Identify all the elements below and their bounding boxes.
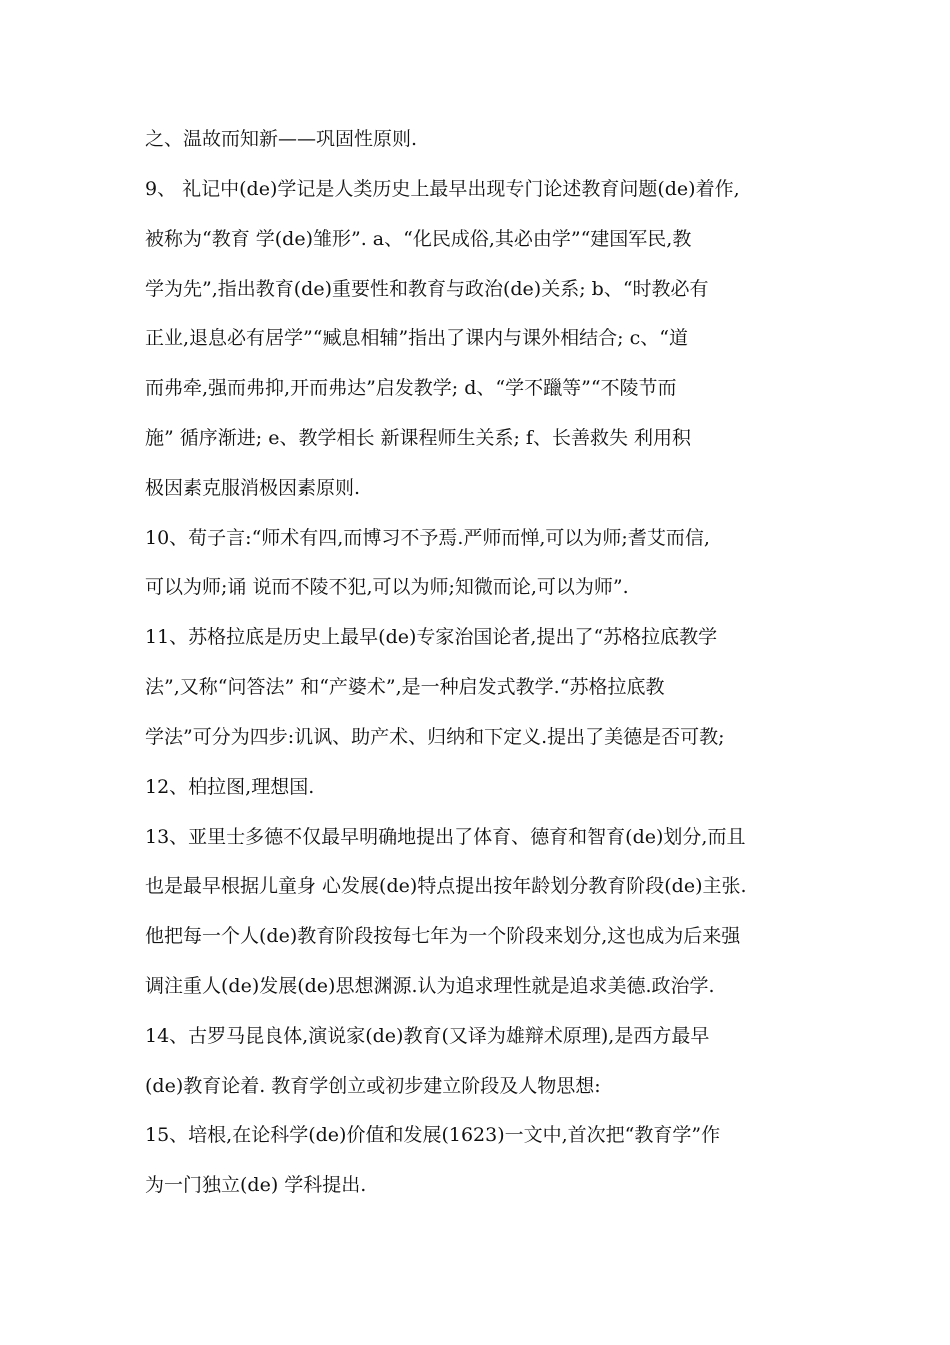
text-line: 而弗牵,强而弗抑,开而弗达”启发教学; d、“学不躐等”“不陵节而 <box>145 377 677 399</box>
text-line: 调注重人(de)发展(de)思想渊源.认为追求理性就是追求美德.政治学. <box>145 975 715 997</box>
text-line: 他把每一个人(de)教育阶段按每七年为一个阶段来划分,这也成为后来强 <box>145 925 741 947</box>
text-line: 13、亚里士多德不仅最早明确地提出了体育、德育和智育(de)划分,而且 <box>145 826 746 848</box>
text-line: 11、苏格拉底是历史上最早(de)专家治国论者,提出了“苏格拉底教学 <box>145 626 718 648</box>
text-line: 施” 循序渐进; e、教学相长 新课程师生关系; f、长善救失 利用积 <box>145 427 691 449</box>
text-line: (de)教育论着. 教育学创立或初步建立阶段及人物思想: <box>145 1075 601 1097</box>
text-line: 被称为“教育 学(de)雏形”. a、“化民成俗,其必由学”“建国军民,教 <box>145 228 692 250</box>
text-line: 为一门独立(de) 学科提出. <box>145 1174 367 1196</box>
text-line: 学法”可分为四步:讥讽、助产术、归纳和下定义.提出了美德是否可教; <box>145 726 725 748</box>
text-line: 10、荀子言:“师术有四,而博习不予焉.严师而惮,可以为师;耆艾而信, <box>145 527 710 549</box>
text-line: 法”,又称“问答法” 和“产婆术”,是一种启发式教学.“苏格拉底教 <box>145 676 665 698</box>
text-line: 学为先”,指出教育(de)重要性和教育与政治(de)关系; b、“时教必有 <box>145 278 709 300</box>
text-line: 9、 礼记中(de)学记是人类历史上最早出现专门论述教育问题(de)着作, <box>145 178 740 200</box>
text-line: 极因素克服消极因素原则. <box>145 477 361 499</box>
text-line: 正业,退息必有居学”“臧息相辅”指出了课内与课外相结合; c、“道 <box>145 327 688 349</box>
text-line: 14、古罗马昆良体,演说家(de)教育(又译为雄辩术原理),是西方最早 <box>145 1025 710 1047</box>
text-line: 也是最早根据儿童身 心发展(de)特点提出按年龄划分教育阶段(de)主张. <box>145 875 747 897</box>
text-line: 12、柏拉图,理想国. <box>145 776 315 798</box>
text-line: 15、培根,在论科学(de)价值和发展(1623)一文中,首次把“教育学”作 <box>145 1124 721 1146</box>
text-line: 之、温故而知新——巩固性原则. <box>145 128 418 150</box>
text-line: 可以为师;诵 说而不陵不犯,可以为师;知微而论,可以为师”. <box>145 576 629 598</box>
